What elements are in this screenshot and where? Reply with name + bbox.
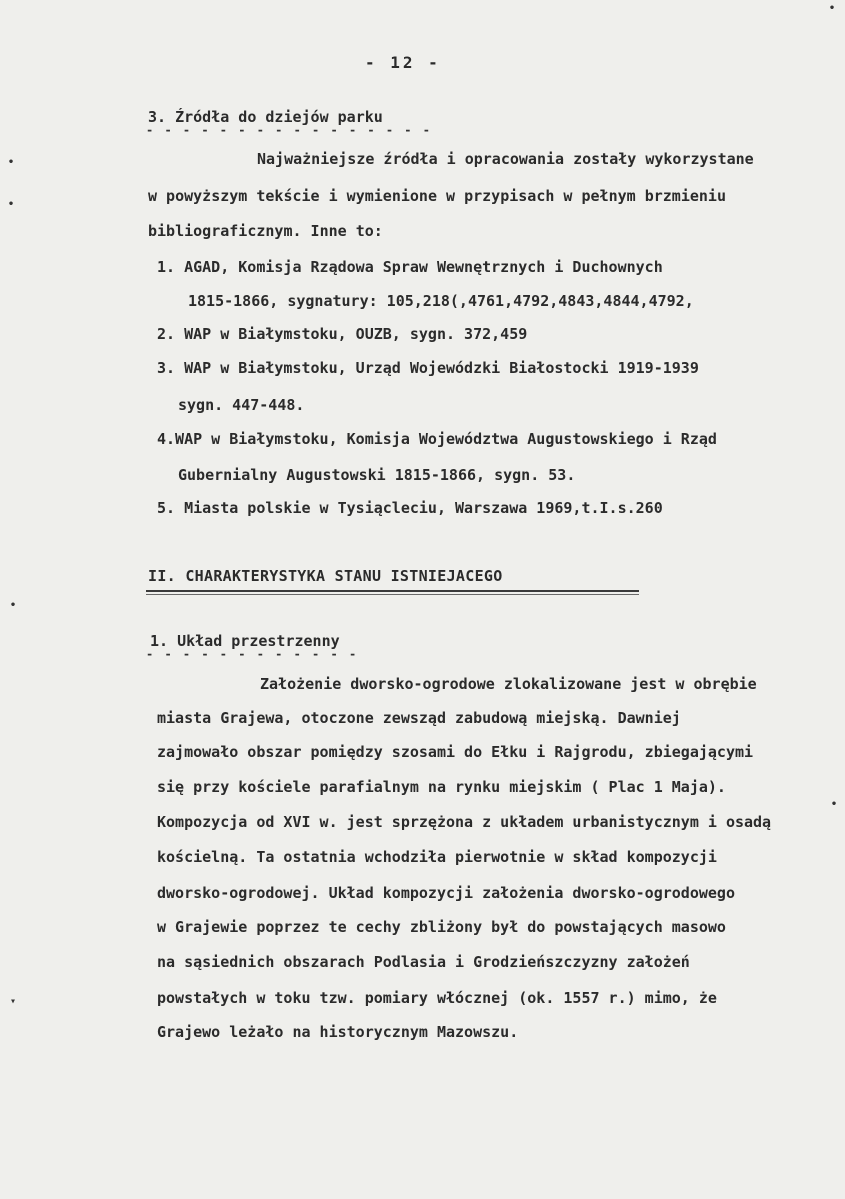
source-item-4-cont: Gubernialny Augustowski 1815-1866, sygn. 53.	[178, 466, 576, 484]
paragraph-line-4: się przy kościele parafialnym na rynku miejskim ( Plac 1 Maja).	[157, 778, 726, 796]
section-heading-layout: 1. Układ przestrzenny	[150, 632, 340, 650]
paragraph-line-9: na sąsiednich obszarach Podlasia i Grodzieńszczyzny założeń	[157, 953, 690, 971]
chapter-underline-rule-2	[146, 594, 639, 595]
section-heading-underline: - - - - - - - - - - - - - - - -	[146, 123, 432, 137]
intro-line-1: Najważniejsze źródła i opracowania zostały wykorzystane	[257, 150, 754, 168]
scan-speck: •	[831, 799, 838, 810]
chapter-heading: II. CHARAKTERYSTYKA STANU ISTNIEJACEGO	[148, 567, 503, 585]
page-number: - 12 -	[365, 53, 441, 72]
paragraph-line-3: zajmowało obszar pomiędzy szosami do Ełku i Rajgrodu, zbiegającymi	[157, 743, 754, 761]
intro-line-2: w powyższym tekście i wymienione w przypisach w pełnym brzmieniu	[148, 187, 726, 205]
source-item-3-cont: sygn. 447-448.	[178, 396, 305, 414]
section-heading-sources: 3. Źródła do dziejów parku	[148, 108, 383, 126]
paragraph-line-1: Założenie dworsko-ogrodowe zlokalizowane jest w obrębie	[260, 675, 757, 693]
paragraph-line-10: powstałych w toku tzw. pomiary włócznej (ok. 1557 r.) mimo, że	[157, 989, 717, 1007]
source-item-4: 4.WAP w Białymstoku, Komisja Województwa Augustowskiego i Rząd	[157, 430, 717, 448]
paragraph-line-2: miasta Grajewa, otoczone zewsząd zabudową miejską. Dawniej	[157, 709, 681, 727]
paragraph-line-7: dworsko-ogrodowej. Układ kompozycji założenia dworsko-ogrodowego	[157, 884, 735, 902]
scan-speck: •	[10, 600, 17, 611]
source-item-2: 2. WAP w Białymstoku, OUZB, sygn. 372,459	[157, 325, 528, 343]
source-item-3: 3. WAP w Białymstoku, Urząd Wojewódzki Białostocki 1919-1939	[157, 359, 699, 377]
source-item-1-cont: 1815-1866, sygnatury: 105,218(,4761,4792,4843,4844,4792,	[188, 292, 694, 310]
source-item-5: 5. Miasta polskie w Tysiącleciu, Warszawa 1969,t.I.s.260	[157, 499, 663, 517]
paragraph-line-5: Kompozycja od XVI w. jest sprzężona z układem urbanistycznym i osadą	[157, 813, 772, 831]
scan-speck: •	[8, 157, 15, 168]
source-item-1: 1. AGAD, Komisja Rządowa Spraw Wewnętrznych i Duchownych	[157, 258, 663, 276]
section-heading-layout-underline: - - - - - - - - - - - -	[146, 647, 359, 661]
scan-speck: •	[8, 199, 15, 210]
scan-speck: •	[829, 3, 836, 14]
chapter-underline-rule	[146, 590, 639, 592]
paragraph-line-11: Grajewo leżało na historycznym Mazowszu.	[157, 1023, 519, 1041]
paragraph-line-6: kościelną. Ta ostatnia wchodziła pierwotnie w skład kompozycji	[157, 848, 717, 866]
scan-speck: ▾	[10, 996, 17, 1007]
intro-line-3: bibliograficznym. Inne to:	[148, 222, 383, 240]
paragraph-line-8: w Grajewie poprzez te cechy zbliżony był do powstających masowo	[157, 918, 726, 936]
